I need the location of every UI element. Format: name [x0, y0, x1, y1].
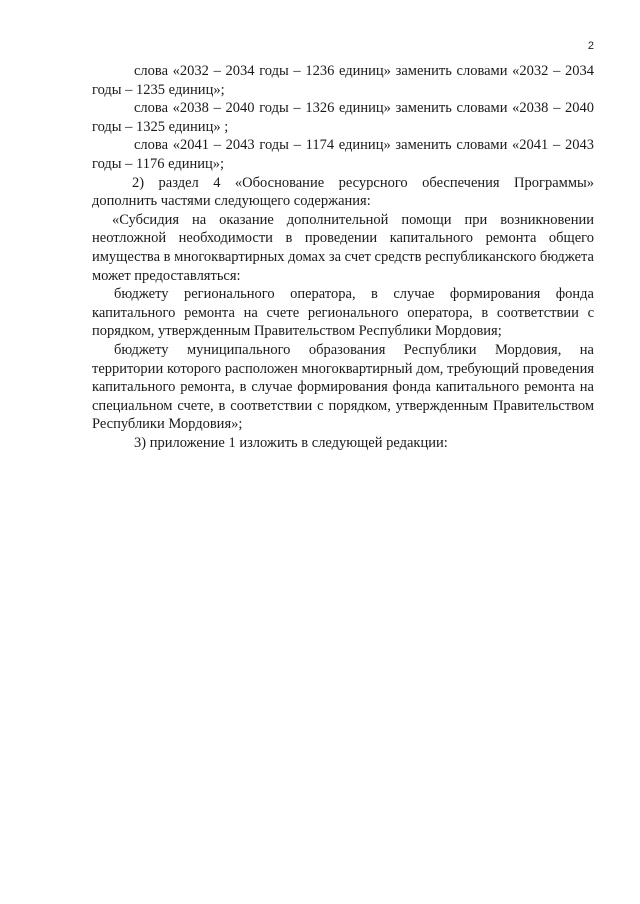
paragraph-replace-2032: слова «2032 – 2034 годы – 1236 единиц» заменить словами «2032 – 2034 годы – 1235 единиц»; — [92, 63, 594, 98]
document-body — [92, 62, 594, 452]
paragraph-replace-2038: слова «2038 – 2040 годы – 1326 единиц» заменить словами «2038 – 2040 годы – 1325 единиц» ; — [92, 100, 594, 135]
paragraph-section-4: 2) раздел 4 «Обоснование ресурсного обеспечения Программы» дополнить частями следующего содержания: — [92, 174, 594, 210]
paragraph-regional-operator: бюджету регионального оператора, в случае формирования фонда капитального ремонта на счете регионального оператора, в соответствии с порядком, утвержденным Правительством Республики Мордовия; — [92, 286, 594, 340]
paragraph-replace-2041: слова «2041 – 2043 годы – 1174 единиц» заменить словами «2041 – 2043 годы – 1176 единиц»; — [92, 137, 594, 172]
paragraph-appendix-1: 3) приложение 1 изложить в следующей редакции: — [134, 434, 448, 451]
paragraph-municipal-budget: бюджету муниципального образования Республики Мордовия, на территории которого расположен многоквартирный дом, требующий проведения капитального ремонта, в случае формирования фонда капитального ремонта на специальном счете, в соответствии с порядком, утвержденным Правительством Республики Мордовия»; — [92, 341, 594, 433]
paragraph-subsidy: «Субсидия на оказание дополнительной помощи при возникновении неотложной необходимости в проведении капитального ремонта общего имущества в многоквартирных домах за счет средств республиканского бюджета может предоставляться: — [92, 211, 594, 284]
page-number: 2 — [587, 40, 594, 52]
